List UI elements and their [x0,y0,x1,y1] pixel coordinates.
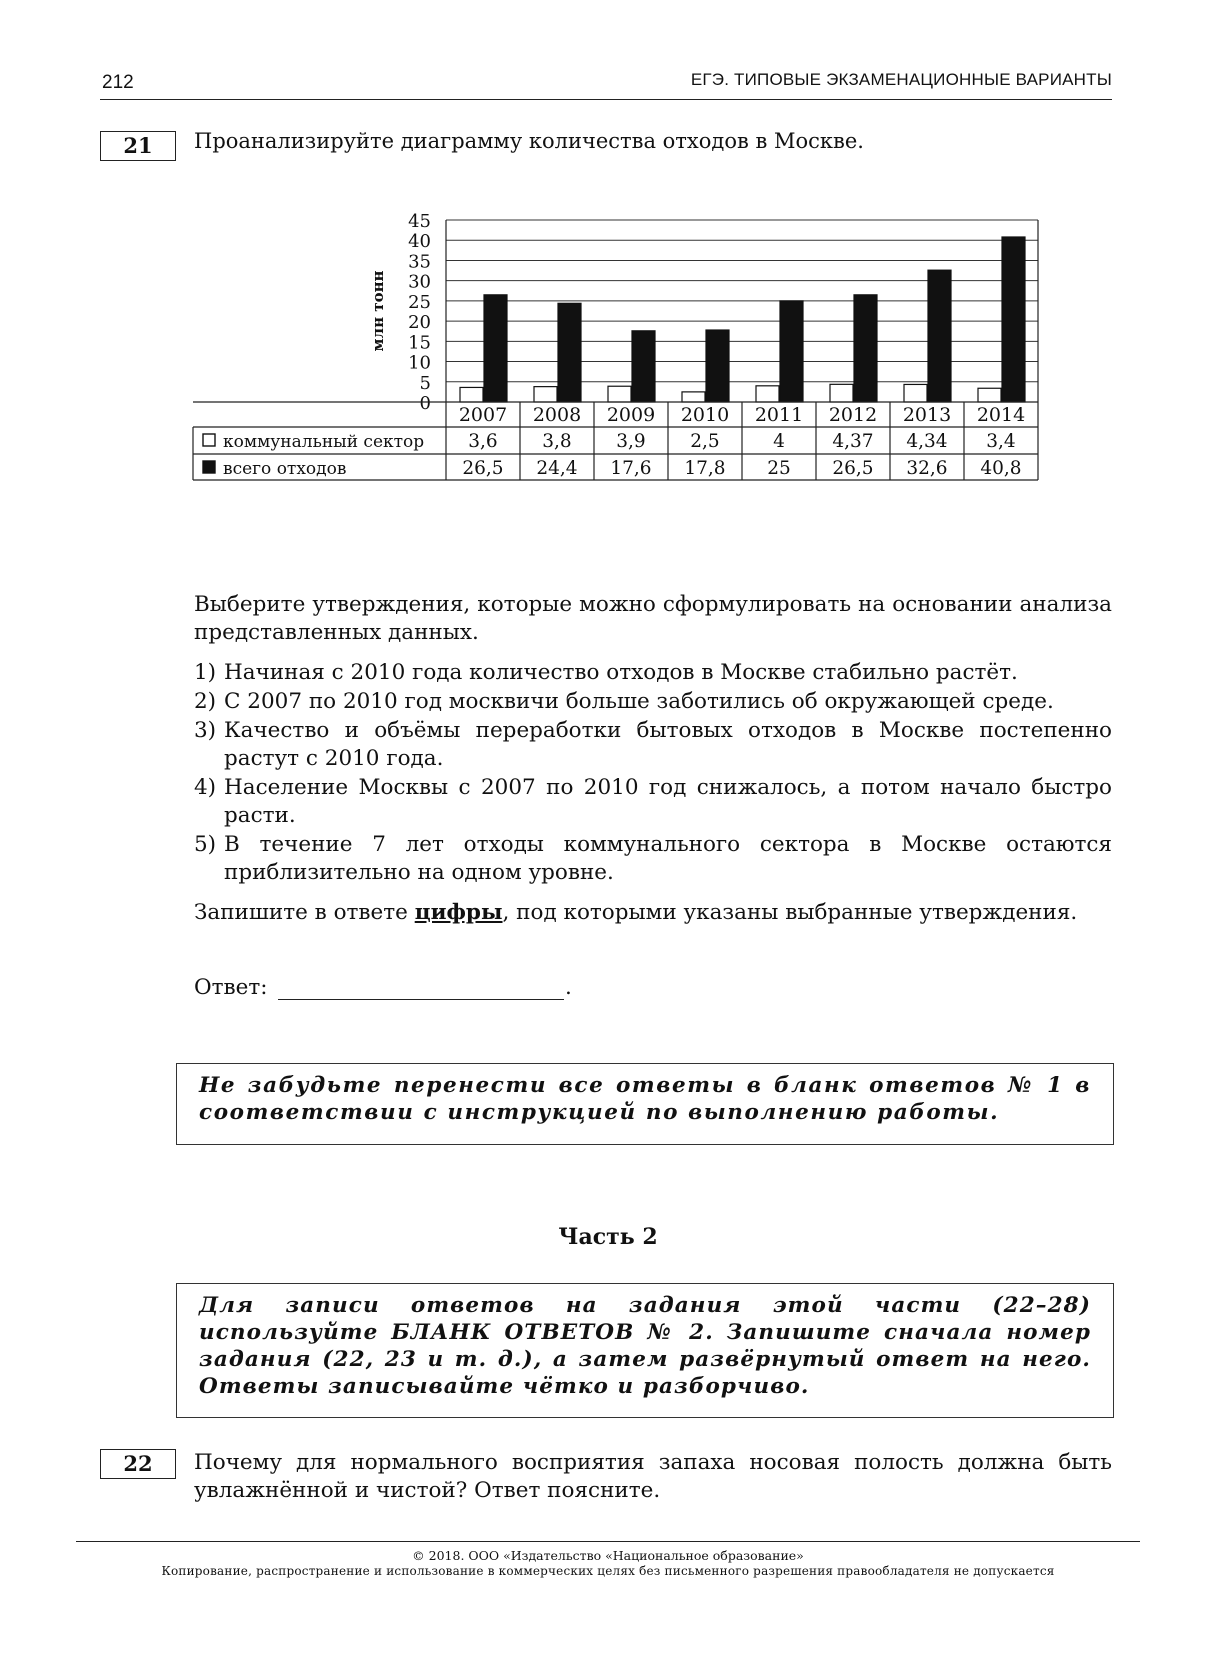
year-label: 2014 [976,404,1026,426]
statement-1 [194,659,1112,687]
statement-number: 2) [194,689,217,714]
data-label: 24,4 [536,458,578,479]
task-22-text: Почему для нормального восприятия запаха носовая полость должна быть увлажнённой и чистой? Ответ поясните. [194,1450,1112,1503]
year-label: 2008 [532,404,582,426]
choose-statements-text: Выберите утверждения, которые можно сформулировать на основании анализа представленных данных. [194,592,1112,645]
data-label: 3,8 [542,431,572,452]
bar-communal-2011 [756,386,779,402]
write-answer-instruction [194,899,1112,927]
reminder-box: Не забудьте перенести все ответы в бланк ответов № 1 в соответствии с инструкцией по выполнению работы. [176,1063,1114,1145]
statement-list [194,659,1112,888]
bar-total-2008 [558,303,581,402]
bar-communal-2007 [460,387,483,402]
bar-total-2010 [706,330,729,402]
statement-number: 5) [194,832,217,857]
bar-communal-2013 [904,384,927,402]
data-label: 26,5 [462,458,504,479]
task-22-number: 22 [100,1449,176,1479]
header-rule [100,99,1112,100]
running-header: ЕГЭ. ТИПОВЫЕ ЭКЗАМЕНАЦИОННЫЕ ВАРИАНТЫ [690,70,1112,89]
data-label: 3,9 [616,431,646,452]
data-label: 26,5 [832,458,874,479]
y-tick-label: 35 [408,251,431,273]
statement-text: Качество и объёмы переработки бытовых отходов в Москве постепенно растут с 2010 года. [224,718,1112,771]
y-tick-label: 5 [419,372,431,394]
y-tick-label: 40 [408,231,431,253]
instruction-part: Запишите в ответе [194,900,415,925]
bar-communal-2012 [830,384,853,402]
task-21-number: 21 [100,131,176,161]
year-label: 2013 [902,404,952,426]
statement-number: 3) [194,718,217,743]
data-label: 4,37 [832,431,874,452]
footer-rule [76,1541,1140,1542]
statement-text: В течение 7 лет отходы коммунального сектора в Москве остаются приблизительно на одном уровне. [224,832,1112,885]
legend-label: коммунальный сектор [223,432,425,452]
y-tick-label: 0 [419,393,431,414]
data-label: 40,8 [980,458,1022,479]
instruction-part: , под которыми указаны выбранные утверждения. [502,900,1078,925]
bar-communal-2009 [608,386,631,402]
part-2-instructions: Для записи ответов на задания этой части (22–28) используйте БЛАНК ОТВЕТОВ № 2. Запишите сначала номер задания (22, 23 и т. д.), а затем развёрнутый ответ на него. Ответы записывайте чётко и разборчиво. [176,1283,1114,1418]
data-label: 2,5 [690,431,720,452]
data-label: 4 [773,431,785,452]
y-tick-label: 25 [408,291,431,313]
data-label: 4,34 [906,431,948,452]
data-label: 17,6 [610,458,652,479]
y-tick-label: 10 [408,352,431,374]
statement-4 [194,774,1112,830]
data-label: 3,6 [468,431,498,452]
y-axis-title: млн тонн [369,270,387,352]
statement-number: 4) [194,775,217,800]
y-tick-label: 45 [408,212,431,232]
task-21-prompt: Проанализируйте диаграмму количества отходов в Москве. [194,129,864,153]
y-tick-label: 15 [408,332,431,354]
bar-total-2013 [928,270,951,402]
statement-text: Начиная с 2010 года количество отходов в Москве стабильно растёт. [224,660,1018,685]
footer-copyright: © 2018. ООО «Издательство «Национальное образование» [412,1548,804,1563]
instruction-emphasis: цифры [414,900,503,925]
year-label: 2009 [606,404,656,426]
chart-data-table [193,402,1038,480]
footer-rights: Копирование, распространение и использование в коммерческих целях без письменного разрешения правообладателя не допускается [161,1564,1055,1578]
y-tick-label: 20 [408,312,431,334]
legend-swatch-communal [203,434,215,446]
answer-field[interactable] [278,999,564,1000]
bar-communal-2008 [534,387,557,402]
part-2-title: Часть 2 [558,1224,658,1250]
y-tick-label: 30 [408,271,431,293]
answer-end: . [565,975,572,1000]
chart-bars [460,237,1025,402]
data-label: 3,4 [986,431,1016,452]
bar-total-2007 [484,295,507,402]
bar-communal-2010 [682,392,705,402]
data-label: 17,8 [684,458,726,479]
data-label: 25 [767,458,791,479]
bar-total-2012 [854,295,877,402]
year-label: 2007 [458,404,508,426]
statement-text: Население Москвы с 2007 по 2010 год снижалось, а потом начало быстро расти. [224,775,1112,828]
year-label: 2012 [828,404,878,426]
year-label: 2010 [680,404,730,426]
chart-y-axis [369,212,431,414]
statement-3 [194,717,1112,773]
statement-text: С 2007 по 2010 год москвичи больше заботились об окружающей среде. [224,689,1054,714]
bar-communal-2014 [978,388,1001,402]
statement-5 [194,831,1112,887]
statement-2 [194,688,1112,716]
page-number: 212 [102,72,134,93]
legend-label: всего отходов [223,459,347,479]
legend-swatch-total [203,461,215,473]
answer-label: Ответ: [194,975,268,1000]
bar-total-2014 [1002,237,1025,402]
bar-total-2011 [780,301,803,402]
bar-total-2009 [632,331,655,402]
statement-number: 1) [194,660,217,685]
data-label: 32,6 [906,458,948,479]
waste-chart [190,212,1090,502]
year-label: 2011 [754,404,804,426]
